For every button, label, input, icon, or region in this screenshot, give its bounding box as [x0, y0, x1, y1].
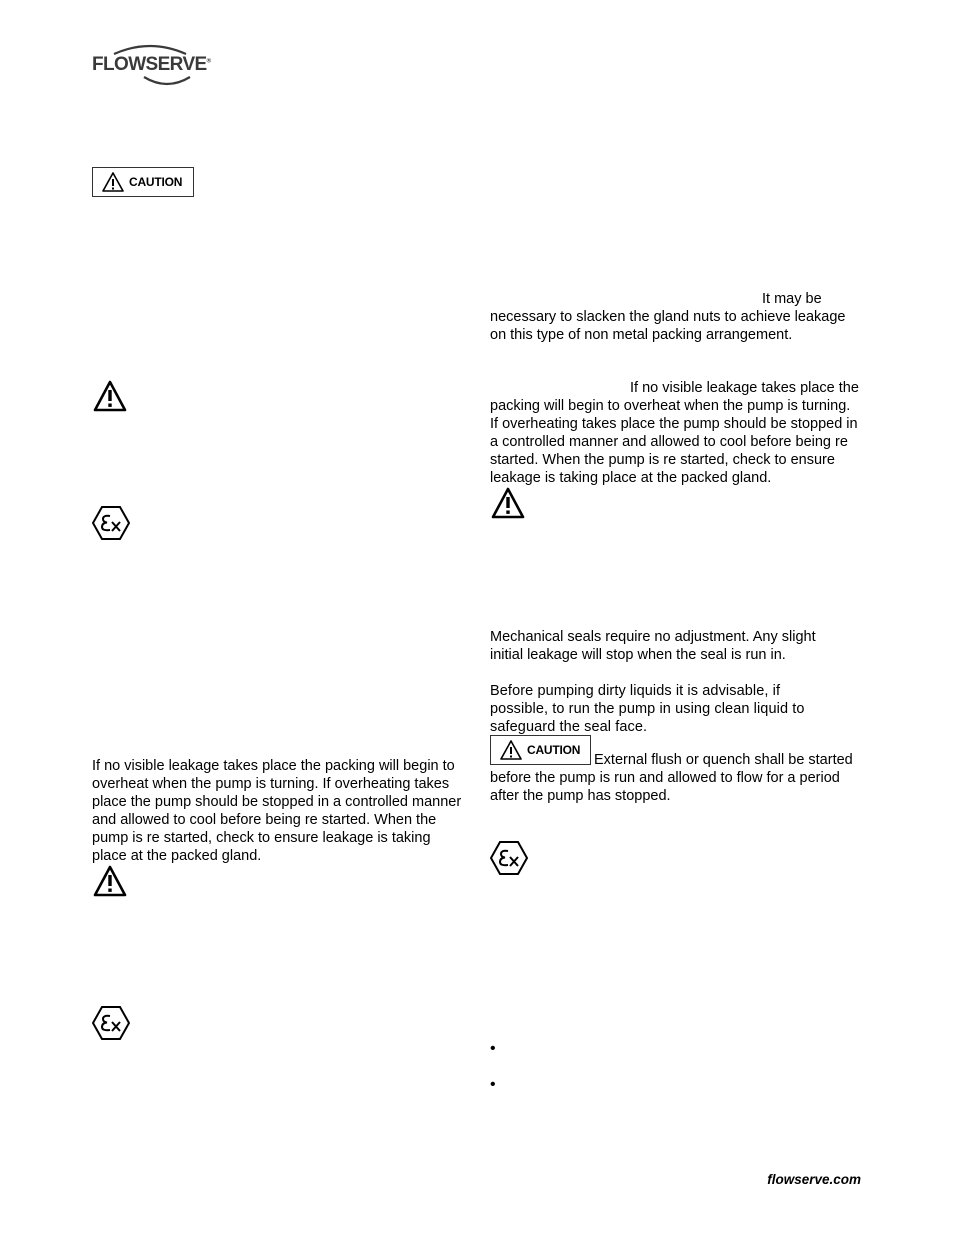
mechanical-seal-paragraph: Mechanical seals require no adjustment. Any slight initial leakage will stop when the seal is run in.: [490, 629, 816, 663]
flowserve-logo: [92, 42, 211, 86]
logo-text: FLOWSERVE®: [92, 54, 211, 75]
right-overheat-paragraph: If no visible leakage takes place the packing will begin to overheat when the pump is turning. If overheating takes place the pump should be stopped in a controlled manner and allowed to cool before being re started. When the pump is re started, check to ensure leakage is taking place at the packed gland.: [490, 380, 859, 486]
warning-triangle-icon: [490, 486, 526, 520]
dirty-liquid-paragraph: Before pumping dirty liquids it is advisable, if possible, to run the pump in using clean liquid to safeguard the seal face.: [490, 683, 805, 735]
atex-ex-hexagon-icon: [490, 840, 528, 876]
logo-arc-bottom: [142, 75, 192, 87]
warning-triangle-icon: [92, 379, 128, 413]
bullet-point: •: [490, 1076, 496, 1093]
external-flush-paragraph: External flush or quench shall be started before the pump is run and allowed to flow for a period after the pump has stopped.: [490, 752, 853, 804]
caution-label-box: [92, 167, 194, 197]
caution-text: CAUTION: [527, 743, 581, 757]
atex-ex-hexagon-icon: [92, 505, 130, 541]
warning-triangle-icon: [101, 171, 125, 193]
bullet-point: •: [490, 1040, 496, 1057]
warning-triangle-icon: [92, 864, 128, 898]
caution-text: CAUTION: [129, 175, 183, 189]
right-gland-paragraph: It may be necessary to slacken the gland nuts to achieve leakage on this type of non metal packing arrangement.: [490, 291, 846, 343]
footer-website: flowserve.com: [767, 1172, 861, 1187]
left-leakage-paragraph: If no visible leakage takes place the packing will begin to overheat when the pump is turning. If overheating takes place the pump should be stopped in a controlled manner and allowed to cool before being re started. When the pump is re started, check to ensure leakage is taking place at the packed gland.: [92, 758, 462, 864]
atex-ex-hexagon-icon: [92, 1005, 130, 1041]
